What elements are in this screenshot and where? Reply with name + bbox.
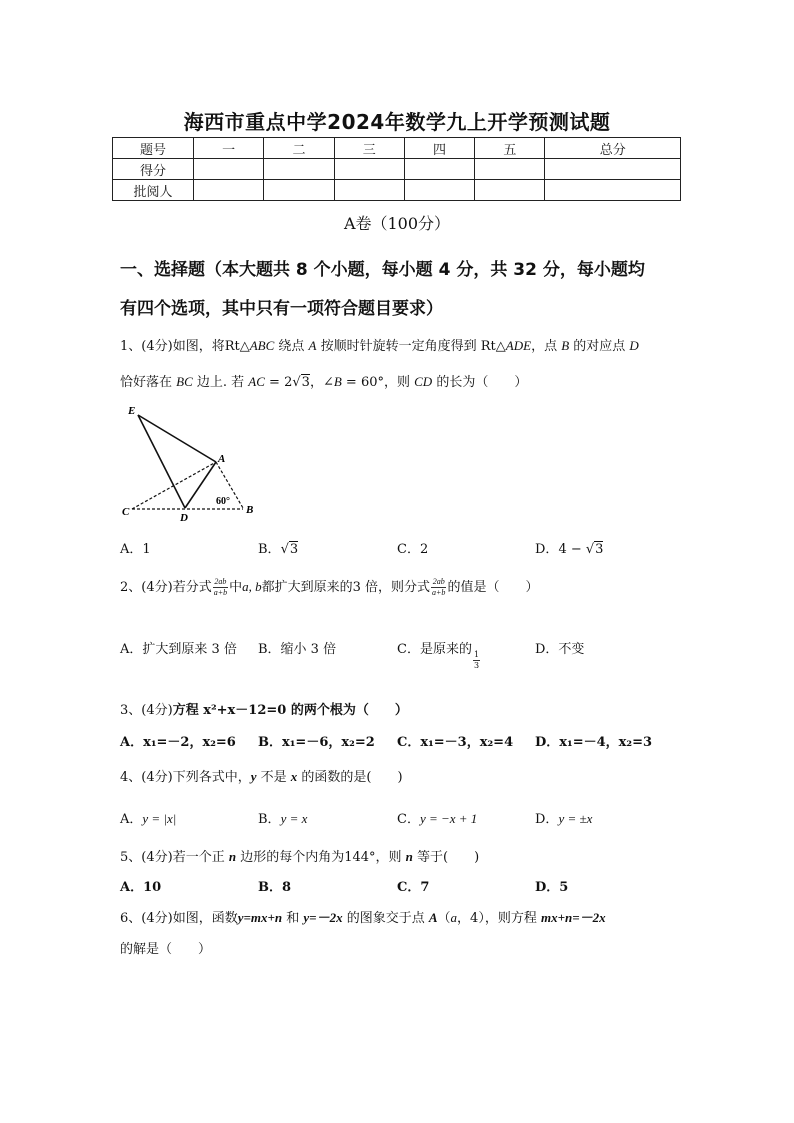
question-number: 3、(4分)	[120, 703, 173, 718]
q4-option-b[interactable]	[258, 808, 307, 827]
q1-math: 3	[301, 375, 310, 390]
table-cell	[404, 180, 474, 201]
label-E: E	[128, 405, 136, 417]
q6-text: ，4），则方程	[457, 911, 541, 926]
q5-math: n	[228, 849, 237, 864]
sqrt-icon: √	[280, 542, 289, 557]
option-label: B．	[258, 812, 281, 827]
question-2	[120, 576, 538, 598]
q3-option-b[interactable]: B．x₁=－6，x₂=2	[258, 735, 375, 750]
q1-math: ADE	[505, 338, 532, 353]
q2-option-b[interactable]: B．缩小 3 倍	[258, 642, 337, 657]
section-subtitle: A卷（100分）	[343, 214, 451, 233]
table-cell	[334, 159, 404, 180]
option-value: 4 −	[558, 542, 586, 557]
q2-c-fraction	[473, 650, 480, 671]
option-label: D．	[535, 812, 559, 827]
table-cell: 总分	[545, 138, 681, 159]
segment-AD	[185, 462, 216, 508]
table-cell	[264, 159, 334, 180]
q5-text: 边形的每个内角为144°，则	[236, 850, 406, 865]
table-cell	[404, 159, 474, 180]
numerator: 1	[473, 650, 480, 659]
q6-math: a	[450, 910, 458, 925]
table-cell: 三	[334, 138, 404, 159]
q1-option-c[interactable]: C．2	[397, 542, 429, 557]
q1-figure	[118, 400, 268, 525]
q6-text: 如图，函数	[172, 911, 238, 926]
question-number: 2、(4分)	[120, 580, 173, 595]
q1-text: ，点	[531, 339, 562, 354]
denominator: 3	[473, 661, 480, 670]
q4-text: 下列各式中，	[172, 770, 251, 785]
q6-math: A	[428, 910, 438, 925]
q6-text: （	[437, 911, 451, 926]
q2-fraction	[213, 577, 228, 598]
q2-text: 中	[229, 580, 243, 595]
sqrt-icon: √	[585, 542, 595, 557]
question-4	[120, 766, 403, 785]
q2-text: 的值是（ ）	[447, 580, 539, 595]
q4-option-c[interactable]	[397, 808, 477, 827]
q1-text: 恰好落在	[120, 375, 177, 390]
q3-option-c[interactable]: C．x₁=－3，x₂=4	[397, 735, 514, 750]
table-cell: 二	[264, 138, 334, 159]
q1-math: ABC	[249, 338, 275, 353]
q4-option-a[interactable]	[120, 808, 176, 827]
q1-math: D	[629, 338, 639, 353]
q1-math: = 2	[264, 375, 293, 390]
q1-text: 的对应点	[569, 339, 630, 354]
q4-math: y	[250, 769, 257, 784]
numerator: 2ab	[214, 577, 227, 586]
q3-text: 方程 x²+x－12=0 的两个根为（ ）	[172, 703, 408, 718]
q1-math: A	[308, 338, 317, 353]
question-6-line2: 的解是（ ）	[120, 942, 212, 957]
q1-text: Rt△	[224, 339, 250, 354]
q1-math: BC	[176, 374, 193, 389]
q1-text: Rt△	[480, 339, 506, 354]
label-A: A	[218, 453, 226, 465]
q1-option-b[interactable]	[258, 538, 298, 557]
q5-text: 若一个正	[172, 850, 229, 865]
q2-math: a, b	[242, 579, 262, 594]
table-cell	[545, 180, 681, 201]
q6-math: y=－2x	[303, 910, 343, 925]
table-cell	[264, 180, 334, 201]
label-C: C	[122, 506, 130, 518]
table-cell	[545, 159, 681, 180]
q1-text: = 60°，则	[341, 375, 415, 390]
q3-option-a[interactable]: A．x₁=－2，x₂=6	[120, 735, 236, 750]
q6-text: 和	[282, 911, 304, 926]
q1-math: CD	[414, 374, 433, 389]
table-cell	[194, 159, 264, 180]
question-number: 4、(4分)	[120, 770, 173, 785]
option-label: C．	[397, 812, 420, 827]
q1-text: ，∠	[309, 375, 334, 390]
q4-text: 的函数的是( )	[297, 770, 403, 785]
q2-option-d[interactable]: D．不变	[535, 642, 585, 657]
table-cell: 题号	[113, 138, 194, 159]
q5-option-d[interactable]: D．5	[535, 880, 569, 895]
table-cell	[475, 159, 545, 180]
option-value: y = −x + 1	[419, 811, 478, 826]
q1-option-a[interactable]: A．1	[120, 542, 151, 557]
score-table	[112, 137, 681, 201]
q3-option-d[interactable]: D．x₁=－4，x₂=3	[535, 735, 653, 750]
numerator: 2ab	[432, 577, 445, 586]
option-label: B．	[258, 542, 281, 557]
q1-math: AC	[248, 374, 265, 389]
table-row	[113, 138, 681, 159]
option-label: D．	[535, 542, 559, 557]
q2-text: 都扩大到原来的3 倍，则分式	[261, 580, 431, 595]
table-cell: 五	[475, 138, 545, 159]
question-1-line2	[120, 371, 527, 390]
q2-text: 若分式	[172, 580, 212, 595]
table-row	[113, 159, 681, 180]
question-3	[120, 699, 408, 718]
question-5	[120, 846, 479, 865]
option-label: C．是原来的	[397, 642, 472, 657]
option-value: y = ±x	[558, 811, 593, 826]
q6-math: y=mx+n	[237, 910, 283, 925]
q5-option-a[interactable]: A．10	[120, 880, 162, 895]
q5-math: n	[405, 849, 413, 864]
q1-math: B	[333, 374, 342, 389]
q5-text: 等于( )	[412, 850, 480, 865]
q4-math: x	[290, 769, 298, 784]
q6-math: mx+n=－2x	[540, 910, 606, 925]
q2-fraction	[431, 577, 446, 598]
table-cell	[475, 180, 545, 201]
denominator: a+b	[213, 588, 228, 597]
section-heading-line2: 有四个选项，其中只有一项符合题目要求）	[120, 299, 443, 319]
angle-label: 60°	[216, 496, 230, 507]
q1-text: 的长为（ ）	[432, 375, 528, 390]
table-cell: 批阅人	[113, 180, 194, 201]
label-D: D	[180, 512, 188, 524]
label-B: B	[246, 504, 254, 516]
table-cell: 得分	[113, 159, 194, 180]
q1-text: 绕点	[274, 339, 309, 354]
q5-option-c[interactable]: C．7	[397, 880, 430, 895]
denominator: a+b	[432, 588, 446, 597]
q1-math: B	[561, 338, 570, 353]
option-value: y = |x|	[142, 811, 177, 826]
question-number: 6、(4分)	[120, 911, 173, 926]
option-label: A．	[120, 812, 143, 827]
option-value: y = x	[280, 811, 308, 826]
q5-option-b[interactable]: B．8	[258, 880, 292, 895]
q6-text: 的图象交于点	[342, 911, 429, 926]
page-title: 海西市重点中学2024年数学九上开学预测试题	[183, 110, 611, 134]
question-6-line1	[120, 907, 606, 926]
table-cell	[334, 180, 404, 201]
table-cell: 一	[194, 138, 264, 159]
q2-option-c[interactable]	[397, 638, 481, 671]
question-number: 5、(4分)	[120, 850, 173, 865]
question-1-line1	[120, 335, 639, 354]
table-row	[113, 180, 681, 201]
sqrt-icon: √	[292, 375, 301, 390]
option-value: 3	[289, 542, 299, 557]
q4-option-d[interactable]	[535, 808, 592, 827]
q1-text: 如图，将	[172, 339, 225, 354]
section-heading-line1: 一、选择题（本大题共 8 个小题，每小题 4 分，共 32 分，每小题均	[120, 260, 645, 280]
q4-text: 不是	[256, 770, 291, 785]
table-cell	[194, 180, 264, 201]
q2-option-a[interactable]: A．扩大到原来 3 倍	[120, 642, 237, 657]
option-value: 3	[595, 542, 604, 557]
table-cell: 四	[404, 138, 474, 159]
q1-text: 按顺时针旋转一定角度得到	[316, 339, 481, 354]
q1-text: 边上. 若	[192, 375, 249, 390]
question-number: 1、(4分)	[120, 339, 173, 354]
q1-option-d[interactable]	[535, 538, 603, 557]
